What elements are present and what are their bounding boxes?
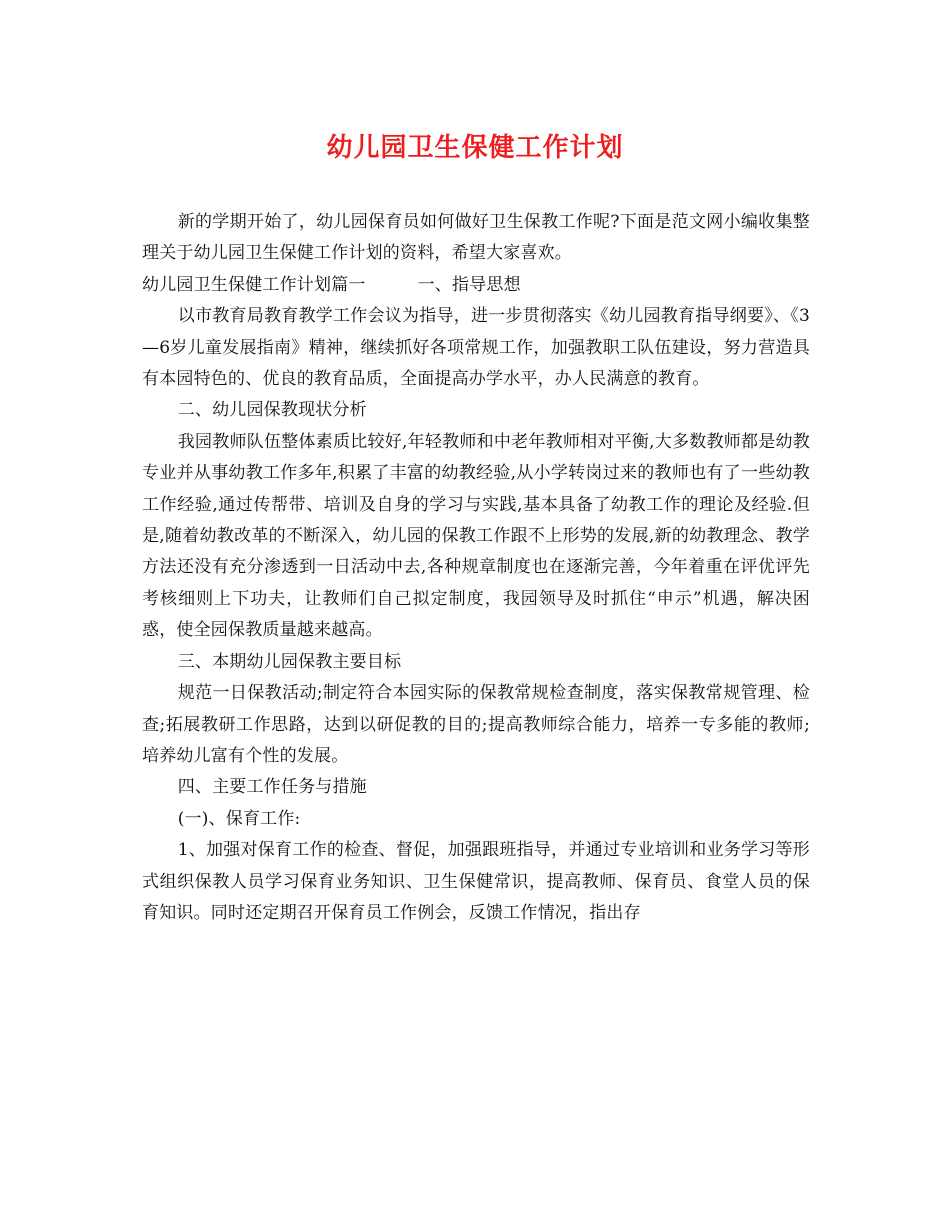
section1-heading: 一、指导思想 <box>417 274 521 295</box>
subsection1-heading: (一)、保育工作: <box>177 808 301 829</box>
document-body <box>142 207 810 929</box>
section3-heading: 三、本期幼儿园保教主要目标 <box>177 651 402 672</box>
section2-heading: 二、幼儿园保教现状分析 <box>177 400 367 421</box>
article-label: 幼儿园卫生保健工作计划篇一 <box>142 274 366 295</box>
article-label-line <box>142 270 810 301</box>
item1-paragraph: 1、加强对保育工作的检查、督促，加强跟班指导，并通过专业培训和业务学习等形式组织保教人员学习保育业务知识、卫生保健常识，提高教师、保育员、食堂人员的保育知识。同时还定期召开保育员工作例会，反馈工作情况，指出存 <box>142 840 810 923</box>
section3-paragraph: 规范一日保教活动;制定符合本园实际的保教常规检查制度，落实保教常规管理、检查;拓展教研工作思路，达到以研促教的目的;提高教师综合能力，培养一专多能的教师;培养幼儿富有个性的发展。 <box>142 683 810 766</box>
section2-paragraph: 我园教师队伍整体素质比较好,年轻教师和中老年教师相对平衡,大多数教师都是幼教专业并从事幼教工作多年,积累了丰富的幼教经验,从小学转岗过来的教师也有了一些幼教工作经验,通过传帮带、培训及自身的学习与实践,基本具备了幼教工作的理论及经验.但是,随着幼教改革的不断深入，幼儿园的保教工作跟不上形势的发展,新的幼教理念、教学方法还没有充分渗透到一日活动中去,各种规章制度也在逐渐完善，今年着重在评优评先考核细则上下功夫，让教师们自己拟定制度，我园领导及时抓住“申示”机遇，解决困惑，使全园保教质量越来越高。 <box>142 431 810 641</box>
section4-heading: 四、主要工作任务与措施 <box>177 777 367 798</box>
intro-paragraph: 新的学期开始了，幼儿园保育员如何做好卫生保教工作呢?下面是范文网小编收集整理关于幼儿园卫生保健工作计划的资料，希望大家喜欢。 <box>142 212 810 264</box>
document-title: 幼儿园卫生保健工作计划 <box>326 133 624 163</box>
section1-paragraph: 以市教育局教育教学工作会议为指导，进一步贯彻落实《幼儿园教育指导纲要》、《3—6岁儿童发展指南》精神，继续抓好各项常规工作，加强教职工队伍建设，努力营造具有本园特色的、优良的教育品质，全面提高办学水平，办人民满意的教育。 <box>142 306 810 390</box>
